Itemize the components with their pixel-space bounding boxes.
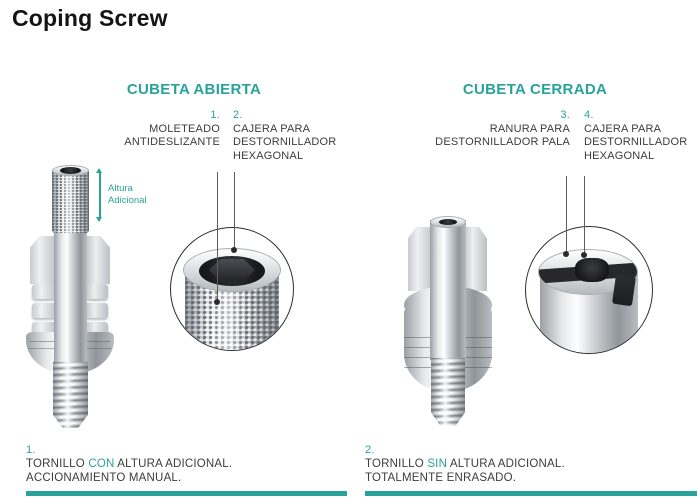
detail-hex-socket xyxy=(575,258,609,282)
leader-dot-3 xyxy=(563,251,569,257)
screw-cylinder xyxy=(430,220,466,360)
leader-line-3 xyxy=(566,176,567,254)
closed-tray-screw-illustration xyxy=(398,212,494,430)
leader-dot-4 xyxy=(581,252,587,258)
caption-1-number: 1. xyxy=(26,444,36,456)
callout-2-line: HEXAGONAL xyxy=(233,149,304,162)
callout-2-number: 2. xyxy=(233,109,243,121)
detail-side-notch xyxy=(612,274,636,306)
callout-3-line: RANURA PARA xyxy=(489,122,570,135)
screw-hex-socket xyxy=(439,219,457,225)
caption-2-underline-bar xyxy=(365,491,697,496)
screw-threaded-tip xyxy=(431,358,465,426)
callout-2-line: CAJERA PARA xyxy=(233,122,311,135)
dimension-label: Altura Adicional xyxy=(108,183,147,206)
callout-1-number: 1. xyxy=(210,109,220,121)
closed-tray-detail-circle xyxy=(525,226,653,354)
callout-3-ranura xyxy=(420,109,570,150)
callout-1-moleteado xyxy=(97,109,220,150)
callout-1-line: ANTIDESLIZANTE xyxy=(124,136,220,148)
open-tray-screw-illustration xyxy=(24,164,119,430)
caption-1-accent: CON xyxy=(88,458,115,470)
caption-2-line1: TORNILLO SIN ALTURA ADICIONAL. xyxy=(365,458,565,470)
screw-knurled-head xyxy=(52,169,89,233)
callout-3-line: DESTORNILLADOR PALA xyxy=(435,136,570,148)
caption-2-line2: TOTALMENTE ENRASADO. xyxy=(365,472,517,484)
callout-3-number: 3. xyxy=(560,109,570,121)
callout-4-cajera xyxy=(584,109,700,163)
callout-4-line: DESTORNILLADOR xyxy=(584,136,688,148)
caption-open-tray xyxy=(26,443,356,485)
screw-hex-socket xyxy=(60,167,81,174)
open-tray-detail-circle xyxy=(170,227,294,351)
callout-4-number: 4. xyxy=(584,109,594,121)
callout-2-line: DESTORNILLADOR xyxy=(233,136,337,148)
section-header-open-tray: CUBETA ABIERTA xyxy=(126,81,262,98)
screw-shaft xyxy=(54,228,87,365)
leader-line-2 xyxy=(234,172,235,250)
callout-2-cajera xyxy=(233,109,353,163)
caption-closed-tray xyxy=(365,443,695,485)
screw-threaded-tip xyxy=(53,362,88,428)
callout-4-line: HEXAGONAL xyxy=(584,149,655,162)
callout-1-line: MOLETEADO xyxy=(149,122,220,135)
callout-4-line: CAJERA PARA xyxy=(584,122,662,135)
leader-line-4 xyxy=(584,176,585,255)
section-header-closed-tray: CUBETA CERRADA xyxy=(462,81,608,98)
leader-dot-1 xyxy=(214,299,220,305)
caption-1-underline-bar xyxy=(26,491,347,496)
page-title: Coping Screw xyxy=(12,5,168,31)
leader-line-1 xyxy=(217,172,218,302)
caption-2-number: 2. xyxy=(365,444,375,456)
caption-2-accent: SIN xyxy=(427,458,448,470)
caption-1-line2: ACCIONAMIENTO MANUAL. xyxy=(26,472,182,484)
caption-1-line1: TORNILLO CON ALTURA ADICIONAL. xyxy=(26,458,233,470)
leader-dot-2 xyxy=(231,247,237,253)
